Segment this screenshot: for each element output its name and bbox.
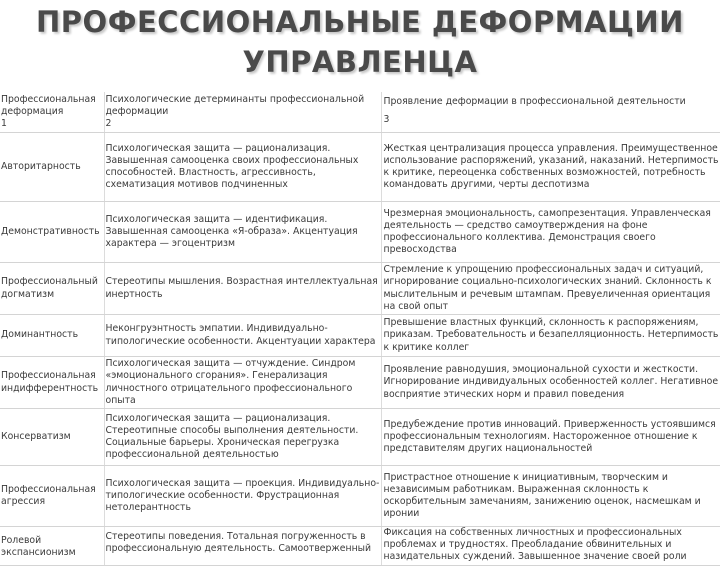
table-row [0, 409, 720, 466]
header-cell-determinants [104, 92, 381, 133]
deformation-determinants: Психологическая защита — отчуждение. Синдром «эмоционального сгорания». Генерализация личностного отрицательного профессионального опыта [104, 357, 381, 409]
table-row [0, 133, 720, 202]
header-cell-deformation [0, 92, 104, 133]
deformation-name: Демонстративность [0, 202, 104, 263]
table-row [0, 202, 720, 263]
deformation-name: Ролевой экспансионизм [0, 527, 104, 566]
table-row [0, 466, 720, 527]
deformation-determinants: Стереотипы поведения. Тотальная погруженность в профессиональную деятельность. Самоотверженный [104, 527, 381, 566]
deformation-determinants: Психологическая защита — идентификация. Завышенная самооценка «Я-образа». Акцентуация характера — эгоцентризм [104, 202, 381, 263]
deformation-name: Профессиональная индифферентность [0, 357, 104, 409]
deformation-manifestation: Превышение властных функций, склонность к распоряжениям, приказам. Требовательность и безапелляционность. Нетерпимость к критике коллег [381, 315, 720, 357]
header-cell-manifestation [381, 92, 720, 133]
deformation-name: Профессиональный догматизм [0, 263, 104, 315]
deformation-manifestation: Стремление к упрощению профессиональных задач и ситуаций, игнорирование социально-психологических знаний. Склонность к мыслительным и речевым штампам. Превуеличенная ориентация на свой опыт [381, 263, 720, 315]
deformation-determinants: Психологическая защита — проекция. Индивидуально-типологические особенности. Фрустрационная нетолерантность [104, 466, 381, 527]
column-number-3: 3 [383, 114, 390, 126]
deformation-manifestation: Предубеждение против инноваций. Приверженность устоявшимся профессиональным технологиям. Настороженное отношение к представителям других национальностей [381, 409, 720, 466]
slide-title [0, 2, 720, 82]
column-number-2: 2 [105, 118, 112, 130]
deformation-determinants: Стереотипы мышления. Возрастная интеллектуальная инертность [104, 263, 381, 315]
deformation-determinants: Неконгруэнтность эмпатии. Индивидуально-типологические особенности. Акцентуации характера [104, 315, 381, 357]
deformation-name: Доминантность [0, 315, 104, 357]
deformation-name: Авторитарность [0, 133, 104, 202]
table-row [0, 315, 720, 357]
table-row [0, 527, 720, 566]
deformation-determinants: Психологическая защита — рационализация. Завышенная самооценка своих профессиональных способностей. Властность, агрессивность, схематизация мотивов подчиненных [104, 133, 381, 202]
deformation-manifestation: Пристрастное отношение к инициативным, творческим и независимым работникам. Выраженная склонность к оскорбительным замечаниям, занижению оценок, насмешкам и иронии [381, 466, 720, 527]
deformation-manifestation: Чрезмерная эмоциональность, самопрезентация. Управленческая деятельность — средство самоутверждения на фоне профессионального коллектива. Демонстрация своего превосходства [381, 202, 720, 263]
table-header-row [0, 92, 720, 133]
deformation-table [0, 92, 720, 566]
column-number-1: 1 [1, 118, 7, 130]
title-line-1: ПРОФЕССИОНАЛЬНЫЕ ДЕФОРМАЦИИ [36, 5, 684, 39]
title-line-2: УПРАВЛЕНЦА [242, 45, 478, 79]
header-manifestation-label: Проявление деформации в профессиональной деятельности [383, 96, 686, 107]
deformation-determinants: Психологическая защита — рационализация. Стереотипные способы выполнения деятельности. Социальные барьеры. Хроническая перегрузка профессиональной деятельностью [104, 409, 381, 466]
deformation-name: Профессиональная агрессия [0, 466, 104, 527]
table-row [0, 357, 720, 409]
deformation-name: Консерватизм [0, 409, 104, 466]
header-determinants-label: Психологические детерминанты профессиональной деформации [105, 93, 365, 117]
header-deformation-label: Профессиональная деформация [1, 93, 96, 117]
table-row [0, 263, 720, 315]
deformation-manifestation: Жесткая централизация процесса управления. Преимущественное использование распоряжений, указаний, наказаний. Нетерпимость к критике, переоценка собственных возможностей, потребность командовать другими, черты деспотизма [381, 133, 720, 202]
deformation-manifestation: Проявление равнодушия, эмоциональной сухости и жесткости. Игнорирование индивидуальных особенностей коллег. Негативное восприятие этических норм и правил поведения [381, 357, 720, 409]
deformation-manifestation: Фиксация на собственных личностных и профессиональных проблемах и трудностях. Преобладание обвинительных и назидательных суждений. Завышенное значение своей роли [381, 527, 720, 566]
